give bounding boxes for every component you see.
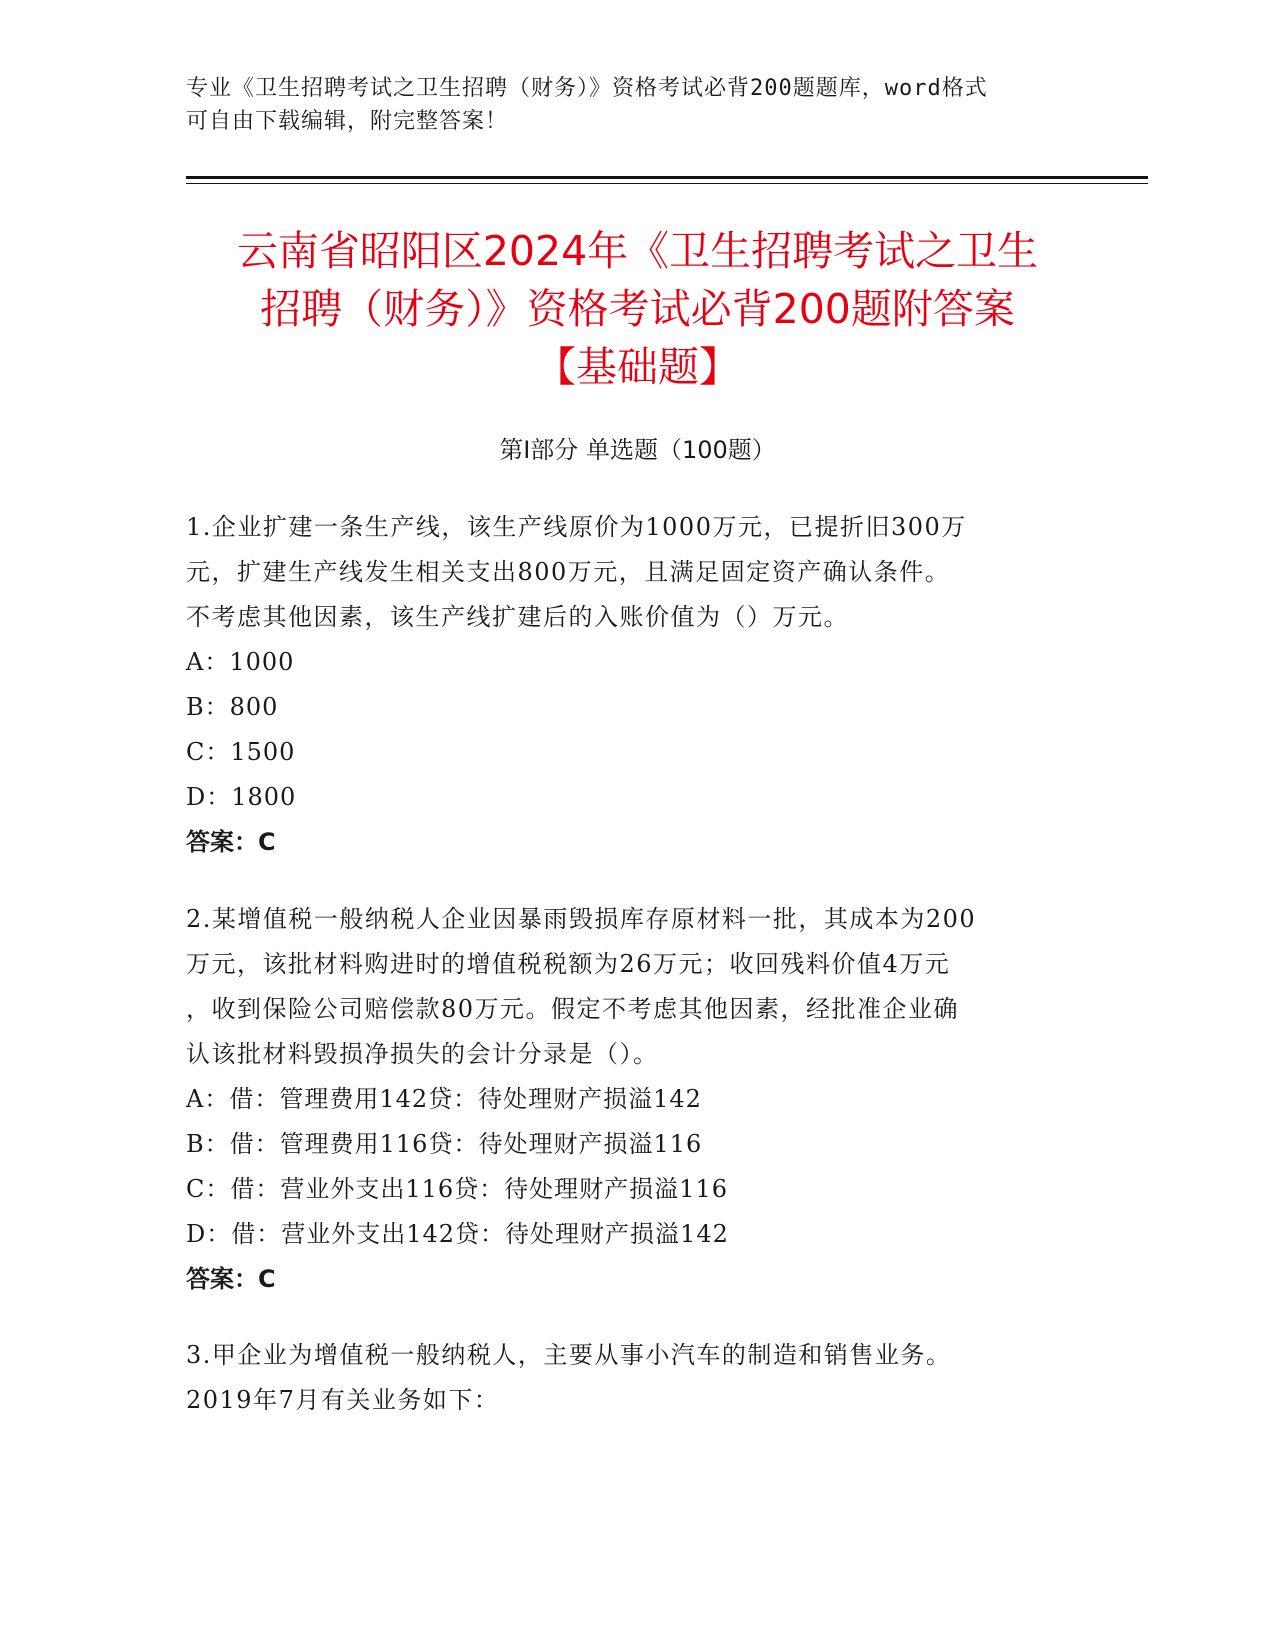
question-1-answer: 答案：C [186, 828, 276, 856]
question-2-option-a: A：借：管理费用142贷：待处理财产损溢142 [186, 1085, 702, 1113]
header-divider-thick [186, 176, 1148, 179]
header-divider-thin [186, 183, 1148, 184]
question-1-line-1: 1.企业扩建一条生产线，该生产线原价为1000万元，已提折旧300万 [186, 513, 967, 541]
question-2-option-d: D：借：营业外支出142贷：待处理财产损溢142 [186, 1220, 729, 1248]
question-3-line-2: 2019年7月有关业务如下： [186, 1386, 500, 1414]
title-line-1: 云南省昭阳区2024年《卫生招聘考试之卫生 [236, 227, 1039, 275]
question-2-answer: 答案：C [186, 1265, 276, 1293]
question-3-line-1: 3.甲企业为增值税一般纳税人，主要从事小汽车的制造和销售业务。 [186, 1341, 952, 1369]
question-1-option-d: D：1800 [186, 783, 297, 811]
question-2 [186, 897, 1086, 1302]
question-1-option-b: B：800 [186, 693, 279, 721]
header-note [186, 72, 1086, 138]
question-2-line-3: ，收到保险公司赔偿款80万元。假定不考虑其他因素，经批准企业确 [186, 995, 960, 1023]
question-1-line-2: 元，扩建生产线发生相关支出800万元，且满足固定资产确认条件。 [186, 558, 951, 586]
document-title [140, 222, 1135, 396]
question-1 [186, 505, 1086, 865]
question-1-option-c: C：1500 [186, 738, 296, 766]
question-2-line-2: 万元，该批材料购进时的增值税税额为26万元；收回残料价值4万元 [186, 950, 951, 978]
title-line-3: 【基础题】 [535, 343, 740, 391]
header-note-line-1: 专业《卫生招聘考试之卫生招聘（财务）》资格考试必背200题题库，word格式 [186, 76, 988, 101]
question-2-line-4: 认该批材料毁损净损失的会计分录是（）。 [186, 1040, 659, 1068]
question-1-line-3: 不考虑其他因素，该生产线扩建后的入账价值为（）万元。 [186, 603, 849, 631]
header-note-line-2: 可自由下载编辑，附完整答案！ [186, 109, 509, 134]
question-1-option-a: A：1000 [186, 648, 295, 676]
question-2-line-1: 2.某增值税一般纳税人企业因暴雨毁损库存原材料一批，其成本为200 [186, 905, 977, 933]
question-2-option-b: B：借：管理费用116贷：待处理财产损溢116 [186, 1130, 703, 1158]
title-line-2: 招聘（财务）》资格考试必背200题附答案 [260, 285, 1015, 333]
question-2-option-c: C：借：营业外支出116贷：待处理财产损溢116 [186, 1175, 728, 1203]
question-3 [186, 1333, 1086, 1423]
section-heading: 第Ⅰ部分 单选题（100题） [499, 436, 776, 464]
